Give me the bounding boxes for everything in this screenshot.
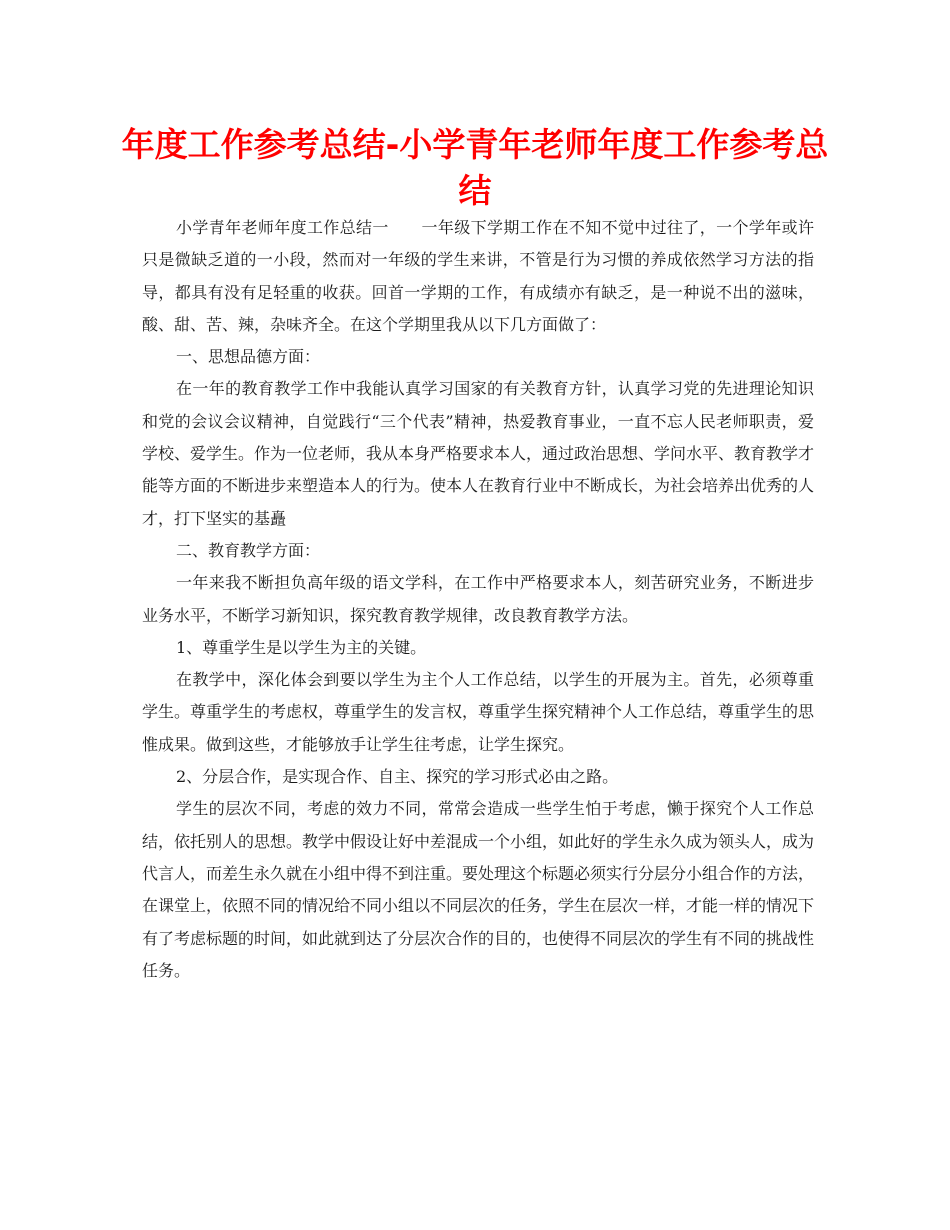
paragraph-education-teaching: 一年来我不断担负高年级的语文学科，在工作中严格要求本人，刻苦研究业务，不断进步业务水平，不断学习新知识，探究教育教学规律，改良教育教学方法。: [142, 573, 814, 625]
subheading-respect-students: 1、尊重学生是以学生为主的关键。: [176, 637, 427, 657]
heading-ideology-morality: 一、思想品德方面：: [176, 347, 321, 367]
document-body: [142, 212, 814, 987]
paragraph-respect-students: 在教学中，深化体会到要以学生为主个人工作总结，以学生的开展为主。首先，必须尊重学生。尊重学生的考虑权，尊重学生的发言权，尊重学生探究精神个人工作总结，尊重学生的思惟成果。做到这些，才能够放手让学生往考虑，让学生探究。: [142, 670, 815, 754]
paragraph-intro: 小学青年老师年度工作总结一 一年级下学期工作在不知不觉中过往了，一个学年或许只是微缺乏道的一小段，然而对一年级的学生来讲，不管是行为习惯的养成依然学习方法的指导，都具有没有足轻重的收获。回首一学期的工作，有成绩亦有缺乏，是一种说不出的滋味，酸、甜、苦、辣，杂味齐全。在这个学期里我从以下几方面做了：: [142, 218, 814, 334]
paragraph-ideology-morality: 在一年的教育教学工作中我能认真学习国家的有关教育方针，认真学习党的先进理论知识和党的会议会议精神，自觉践行“三个代表”精神，热爱教育事业，一直不忘人民老师职责，爱学校、爱学生。作为一位老师，我从本身严格要求本人，通过政治思想、学问水平、教育教学才能等方面的不断进步来塑造本人的行为。使本人在教育行业中不断成长，为社会培养出优秀的人才，打下坚实的基矗: [142, 379, 815, 528]
heading-education-teaching: 二、教育教学方面：: [176, 540, 321, 560]
paragraph-layered-cooperation: 学生的层次不同，考虑的效力不同，常常会造成一些学生怕于考虑，懒于探究个人工作总结，依托别人的思想。教学中假设让好中差混成一个小组，如此好的学生永久成为领头人，成为代言人，而差生永久就在小组中得不到注重。要处理这个标题必须实行分层分小组合作的方法，在课堂上，依照不同的情况给不同小组以不同层次的任务，学生在层次一样，才能一样的情况下有了考虑标题的时间，如此就到达了分层次合作的目的，也使得不同层次的学生有不同的挑战性任务。: [142, 799, 815, 980]
subheading-layered-cooperation: 2、分层合作，是实现合作、自主、探究的学习形式必由之路。: [176, 767, 619, 787]
document-title: 年度工作参考总结-小学青年老师年度工作参考总结: [121, 125, 829, 210]
